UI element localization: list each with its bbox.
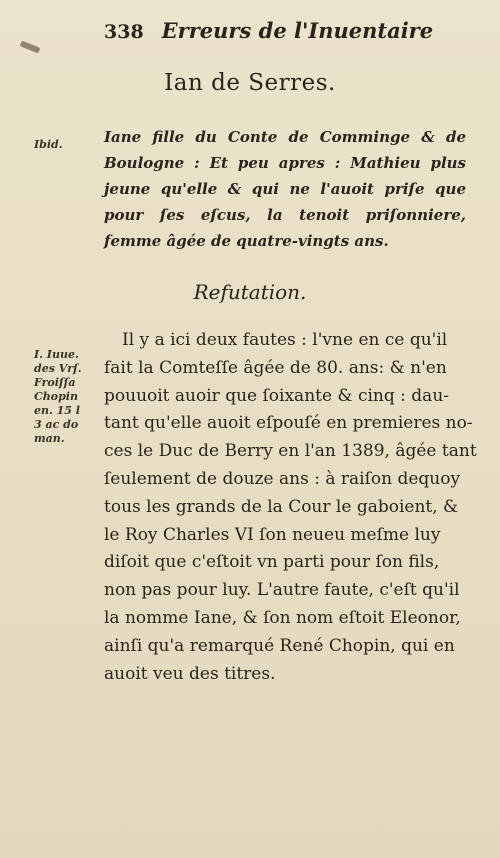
text-line: pouuoit auoir que ſoixante & cinq : dau- — [104, 385, 450, 406]
marginal-line: Ibid. — [34, 138, 63, 151]
text-line: diſoit que c'eſtoit vn parti pour ſon fils, — [104, 552, 440, 573]
marginal-line: Chopin — [34, 390, 78, 403]
ink-stain — [20, 40, 41, 53]
text-line: tant qu'elle auoit eſpouſé en premieres no- — [104, 413, 473, 434]
marginal-line: Froiſſa — [34, 376, 76, 389]
running-head — [104, 18, 434, 43]
marginal-line: 3 ac do — [34, 418, 79, 431]
text-line: fait la Comteſſe âgée de 80. ans: & n'en — [104, 357, 447, 378]
text-line: non pas pour luy. L'autre faute, c'eſt qu'il — [104, 580, 460, 601]
refutation-text — [104, 327, 477, 688]
marginal-note-sources — [34, 348, 98, 446]
text-line: ſeulement de douze ans : à raiſon dequoy — [104, 468, 461, 489]
text-line: auoit veu des titres. — [104, 663, 276, 684]
marginal-line: en. 15 l — [34, 404, 80, 417]
text-line: la nomme Iane, & ſon nom eſtoit Eleonor, — [104, 607, 461, 628]
text-line: Il y a ici deux fautes : l'vne en ce qu'il — [122, 330, 448, 350]
marginal-note-ibid — [34, 138, 98, 152]
running-title: Erreurs de l'Inuentaire — [161, 18, 434, 43]
text-line: ainſi qu'a remarqué René Chopin, qui en — [104, 635, 455, 656]
marginal-line: I. Iuue. — [34, 348, 79, 361]
marginal-line: man. — [34, 432, 65, 445]
marginal-line: des Vrſ. — [34, 362, 82, 375]
quoted-passage: Iane fille du Conte de Comminge & de Boulogne : Et peu apres : Mathieu plus jeune qu'elle & qui ne l'auoit priſe que pour ſes eſcus, la tenoit priſonniere, femme âgée de quatre-vingts ans. — [104, 128, 466, 250]
refutation-heading: Refutation. — [193, 280, 307, 304]
text-line: ces le Duc de Berry en l'an 1389, âgée tant — [104, 441, 477, 462]
section-title: Ian de Serres. — [164, 70, 336, 96]
text-line: tous les grands de la Cour le gaboient, & — [104, 496, 459, 517]
page-number: 338 — [104, 21, 144, 43]
text-line: le Roy Charles VI ſon neueu meſme luy — [104, 524, 441, 545]
